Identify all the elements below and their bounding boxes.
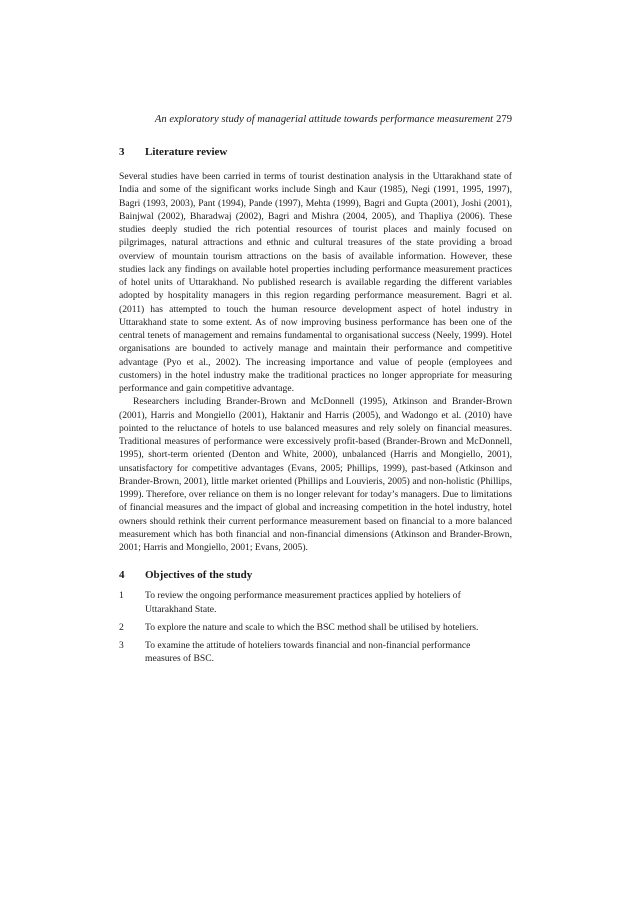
objectives-list bbox=[119, 589, 512, 665]
section-number: 3 bbox=[119, 146, 125, 158]
section-heading-literature-review bbox=[119, 145, 512, 159]
section-number: 4 bbox=[119, 569, 125, 582]
paragraph: Researchers including Brander-Brown and McDonnell (1995), Atkinson and Brander-Brown (2001), Harris and Mongiello (2001), Haktanir and Harris (2005), and Wadongo et al. (2010) have pointed to the reluctance of hotels to use balanced measures and rely solely on financial measures. Traditional measures of performance were excessively profit-based (Brander-Brown and McDonnell, 1995), short-term oriented (Denton and White, 2000), unbalanced (Harris and Mongiello, 2001), unsatisfactory for competitive advantages (Evans, 2005; Phillips, 1999), past-based (Atkinson and Brander-Brown, 2001), little market oriented (Phillips and Louvieris, 2005) and non-holistic (Phillips, 1999). Therefore, over reliance on them is no longer relevant for today’s managers. Due to limitations of financial measures and the impact of global and increasing competition in the hotel industry, hotel owners should rethink their current performance measurement based on financial to a more balanced measurement which has both financial and non-financial dimensions (Atkinson and Brander-Brown, 2001; Harris and Mongiello, 2001; Evans, 2005). bbox=[119, 396, 512, 553]
section-heading-objectives bbox=[119, 568, 512, 582]
list-item bbox=[119, 639, 512, 666]
list-item-number: 3 bbox=[119, 640, 124, 651]
list-item-number: 1 bbox=[119, 590, 124, 602]
list-item-text: To review the ongoing performance measurement practices applied by hoteliers of Uttarakhand State. bbox=[145, 590, 461, 615]
list-item-number: 2 bbox=[119, 621, 124, 633]
page-number: 279 bbox=[496, 114, 512, 125]
running-header-title: An exploratory study of managerial attitude towards performance measurement bbox=[154, 114, 494, 125]
section-title: Objectives of the study bbox=[145, 569, 253, 582]
list-item-text: To examine the attitude of hoteliers towards financial and non-financial performance measures of BSC. bbox=[145, 640, 471, 665]
running-header bbox=[119, 113, 512, 127]
list-item bbox=[119, 621, 512, 634]
section-title: Literature review bbox=[145, 146, 228, 158]
paragraph: Several studies have been carried in terms of tourist destination analysis in the Uttarakhand state of India and some of the significant works include Singh and Kaur (1985), Negi (1991, 1995, 1997), Bagri (1993, 2003), Pant (1994), Pande (1997), Mehta (1999), Bagri and Gupta (2001), Joshi (2001), Bainjwal (2002), Bharadwaj (2002), Bagri and Mishra (2004, 2005), and Thapliya (2006). These studies deeply studied the rich potential resources of tourist places and mainly focused on pilgrimages, natural attractions and ethnic and cultural treasures of the state providing a broad overview of mountain tourism attractions on the basis of available information. However, these studies lack any findings on available hotel properties including performance measurement practices of hotel units of Uttarakhand. No published research is available regarding the different variables adopted by hospitality managers in this region regarding performance measurement. Bagri et al. (2011) has attempted to touch the human resource development aspect of hotel industry in Uttarakhand state to some extent. As of now improving business performance has been one of the central tenets of management and remains fundamental to organisational success (Neely, 1999). Hotel organisations are bounded to actively manage and maintain their performance and competitive advantage (Pyo et al., 2002). The increasing importance and value of people (employees and customers) in the hotel industry make the traditional practices no longer appropriate for measuring performance and gain competitive advantage. bbox=[119, 171, 512, 394]
list-item-text: To explore the nature and scale to which the BSC method shall be utilised by hoteliers. bbox=[145, 621, 479, 633]
journal-page bbox=[119, 113, 512, 671]
list-item bbox=[119, 589, 512, 616]
